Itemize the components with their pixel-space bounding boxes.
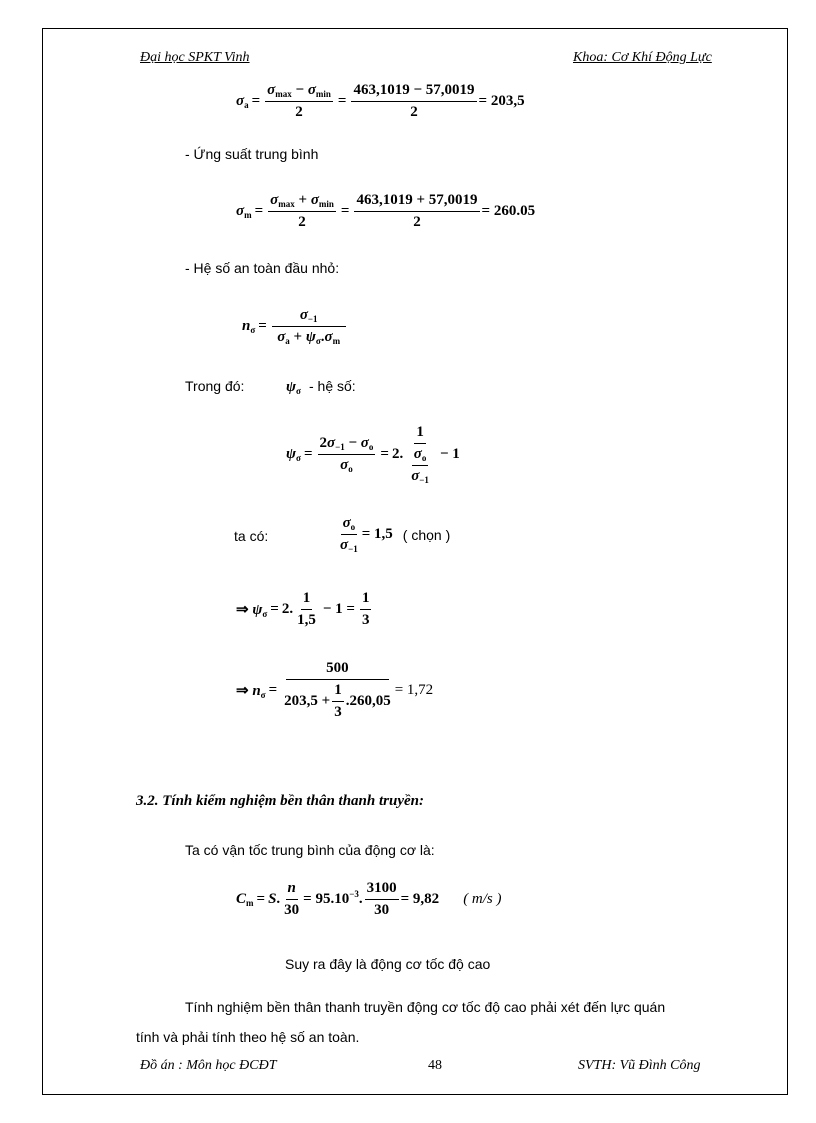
sigma-m-numerator: 463,1019 + 57,0019 [354, 192, 479, 212]
header-school: Đại học SPKT Vinh [140, 50, 250, 65]
text-suy-ra: Suy ra đây là động cơ tốc độ cao [285, 956, 491, 972]
equation-cm: $C_m$ = S. $\frac{n}{30}$ = 95.10 $^{-3}$ . $\frac{3100}{30}$ = 9,82 ( m/s ) [236, 880, 502, 918]
footer-student: SVTH: Vũ Đình Công [578, 1058, 701, 1073]
equation-n-sigma: $n_\sigma$ = $\frac{\sigma_{-1}}{\sigma_a + \psi_\sigma.\sigma_m}$ [242, 307, 348, 346]
page-border [42, 28, 788, 1095]
sigma-a-numerator: 463,1019 − 57,0019 [351, 82, 476, 102]
sigma-m-result: = 260.05 [481, 203, 536, 219]
ratio-result: = 1,5 [361, 526, 393, 542]
text-trong-do: Trong đó: [185, 378, 245, 394]
equation-n-result: ⇒ $n_\sigma$ = 500 203,5 + $\frac{1}{3}$ . 260,05 = 1,72 [236, 660, 434, 720]
section-heading: 3.2. Tính kiểm nghiệm bền thân thanh truyền: [136, 793, 424, 809]
text-paragraph-line-1: Tính nghiệm bền thân thanh truyền động cơ tốc độ cao phải xét đến lực quán [185, 999, 666, 1015]
text-he-so-an-toan: - Hệ số an toàn đầu nhỏ: [185, 260, 340, 276]
text-he-so-psi: - hệ số: [309, 378, 356, 394]
text-ung-suat: - Ứng suất trung bình [185, 146, 319, 162]
equation-sigma-m: $\sigma_m$ = $\frac{\sigma_{max} + \sigma_{min}}{2}$ = $\frac{463,1019 + 57,0019}{2}$ = 260.05 [236, 192, 536, 230]
equation-psi: $\psi_\sigma$ = $\frac{2\sigma_{-1} - \sigma_o}{\sigma_o}$ = 2. $\frac{1}{\frac{\sigma_o}{\sigma_{-1}}}$ − 1 [286, 424, 460, 485]
sigma-m-denominator: 2 [413, 214, 421, 230]
footer-project: Đồ án : Môn học ĐCĐT [140, 1058, 277, 1073]
ratio-note: ( chọn ) [402, 526, 451, 543]
cm-result: = 9,82 [400, 891, 440, 907]
page-number: 48 [428, 1058, 442, 1073]
header-faculty: Khoa: Cơ Khí Động Lực [573, 50, 712, 65]
equation-psi-result: ⇒ $\psi_\sigma$ = 2. $\frac{1}{1,5}$ − 1 = $\frac{1}{3}$ [236, 590, 370, 628]
n-result-value: = 1,72 [394, 682, 434, 698]
text-ta-co: ta có: [234, 528, 269, 544]
equation-sigma-a: $\sigma_a$ = $\frac{\sigma_{max} - \sigma_{min}}{2}$ = $\frac{463,1019 - 57,0019}{2}$ = 203,5 [236, 82, 525, 120]
sigma-a-result: = 203,5 [478, 93, 525, 109]
symbol-psi: $\psi_\sigma$ [286, 379, 301, 396]
text-paragraph-line-2: tính và phải tính theo hệ số an toàn. [136, 1029, 360, 1045]
equation-ratio: $\frac{\sigma_o}{\sigma_{-1}}$ = 1,5 ( chọn ) [340, 515, 451, 554]
sigma-a-denominator: 2 [410, 104, 418, 120]
text-van-toc: Ta có vận tốc trung bình của động cơ là: [185, 842, 435, 858]
cm-unit: ( m/s ) [463, 891, 502, 907]
